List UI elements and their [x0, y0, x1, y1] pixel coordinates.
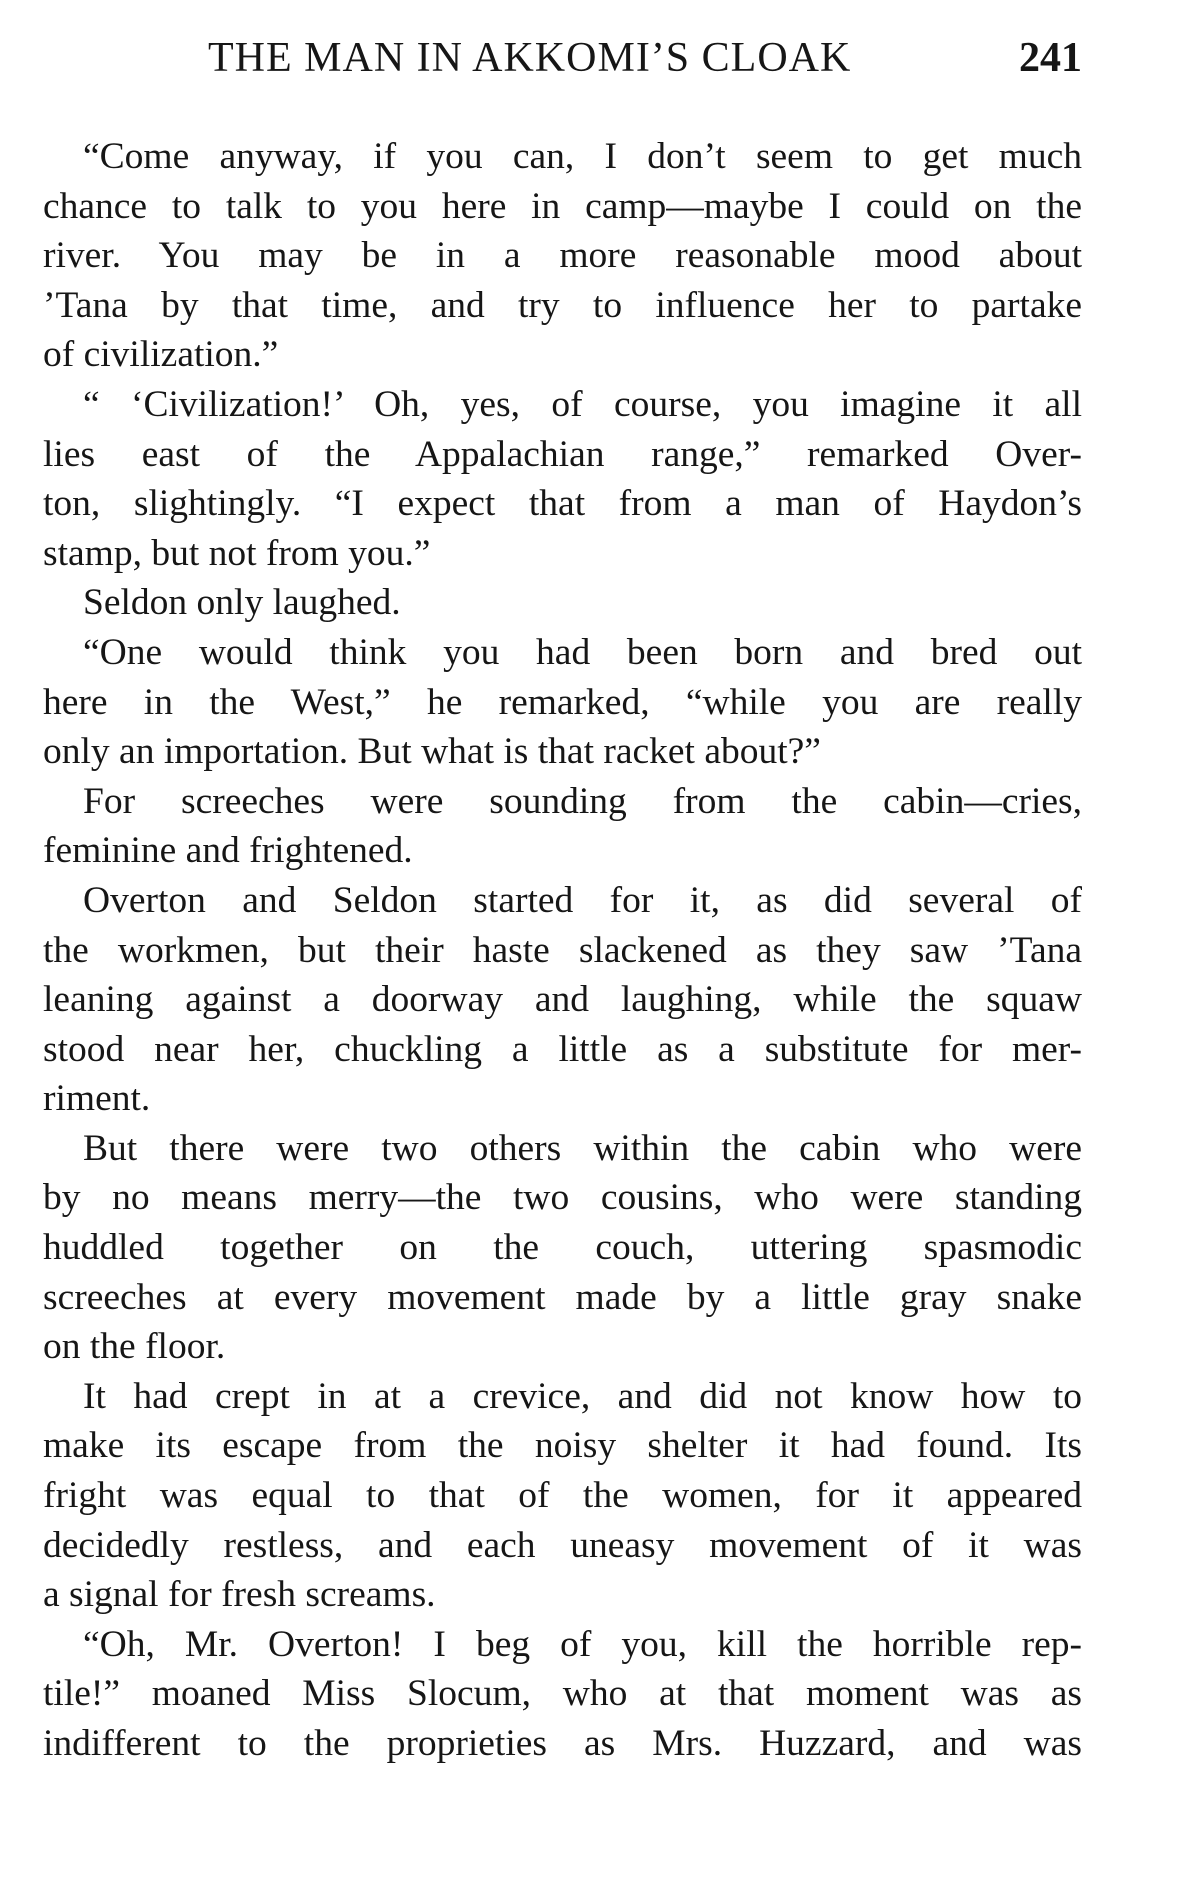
page-number: 241 — [1019, 35, 1082, 81]
text-line: make its escape from the noisy shelter it had found. Its — [43, 1425, 1082, 1467]
text-line: screeches at every movement made by a little gray snake — [43, 1276, 1082, 1318]
text-line: Overton and Seldon started for it, as did several of — [83, 879, 1082, 921]
text-line: here in the West,” he remarked, “while you are really — [43, 681, 1082, 723]
running-title: THE MAN IN AKKOMI’S CLOAK — [208, 35, 852, 81]
paragraph-2 — [43, 380, 1082, 578]
text-line: tile!” moaned Miss Slocum, who at that moment was as — [43, 1673, 1082, 1715]
text-line: a signal for fresh screams. — [43, 1574, 436, 1616]
paragraph-7 — [43, 1124, 1082, 1372]
text-line: ton, slightingly. “I expect that from a man of Haydon’s — [43, 483, 1082, 525]
text-line: of civilization.” — [43, 334, 279, 376]
text-line: chance to talk to you here in camp—maybe I could on the — [43, 185, 1082, 227]
text-line: by no means merry—the two cousins, who were standing — [43, 1177, 1082, 1219]
text-line: But there were two others within the cabin who were — [83, 1127, 1082, 1169]
text-line: riment. — [43, 1078, 151, 1120]
text-line: “ ‘Civilization!’ Oh, yes, of course, you imagine it all — [83, 383, 1082, 425]
paragraph-5 — [43, 777, 1082, 876]
paragraph-8 — [43, 1372, 1082, 1620]
paragraph-1 — [43, 132, 1082, 380]
text-line: decidedly restless, and each uneasy movement of it was — [43, 1524, 1082, 1566]
text-line: lies east of the Appalachian range,” remarked Over- — [43, 433, 1082, 475]
text-line: leaning against a doorway and laughing, while the squaw — [43, 979, 1082, 1021]
text-line: “One would think you had been born and bred out — [83, 631, 1082, 673]
paragraph-4 — [43, 628, 1082, 777]
text-line: stamp, but not from you.” — [43, 532, 431, 574]
paragraph-3 — [43, 578, 1082, 628]
text-line: “Oh, Mr. Overton! I beg of you, kill the horrible rep- — [83, 1623, 1082, 1665]
paragraph-9 — [43, 1620, 1082, 1769]
body-text — [43, 132, 1082, 1769]
text-line: For screeches were sounding from the cabin—cries, — [83, 780, 1082, 822]
text-line: feminine and frightened. — [43, 830, 413, 872]
text-line: indifferent to the proprieties as Mrs. Huzzard, and was — [43, 1723, 1082, 1764]
paragraph-6 — [43, 876, 1082, 1124]
text-line: Seldon only laughed. — [83, 582, 401, 624]
running-header — [43, 30, 1082, 90]
text-line: stood near her, chuckling a little as a substitute for mer- — [43, 1028, 1082, 1070]
text-line: only an importation. But what is that racket about?” — [43, 731, 821, 773]
text-line: ’Tana by that time, and try to influence her to partake — [43, 284, 1082, 326]
text-line: fright was equal to that of the women, for it appeared — [43, 1475, 1082, 1517]
text-line: the workmen, but their haste slackened as they saw ’Tana — [43, 929, 1082, 971]
text-line: on the floor. — [43, 1326, 226, 1368]
text-line: “Come anyway, if you can, I don’t seem to get much — [83, 136, 1082, 177]
text-line: river. You may be in a more reasonable mood about — [43, 235, 1082, 277]
text-line: It had crept in at a crevice, and did not know how to — [83, 1375, 1082, 1417]
text-line: huddled together on the couch, uttering spasmodic — [43, 1227, 1082, 1269]
